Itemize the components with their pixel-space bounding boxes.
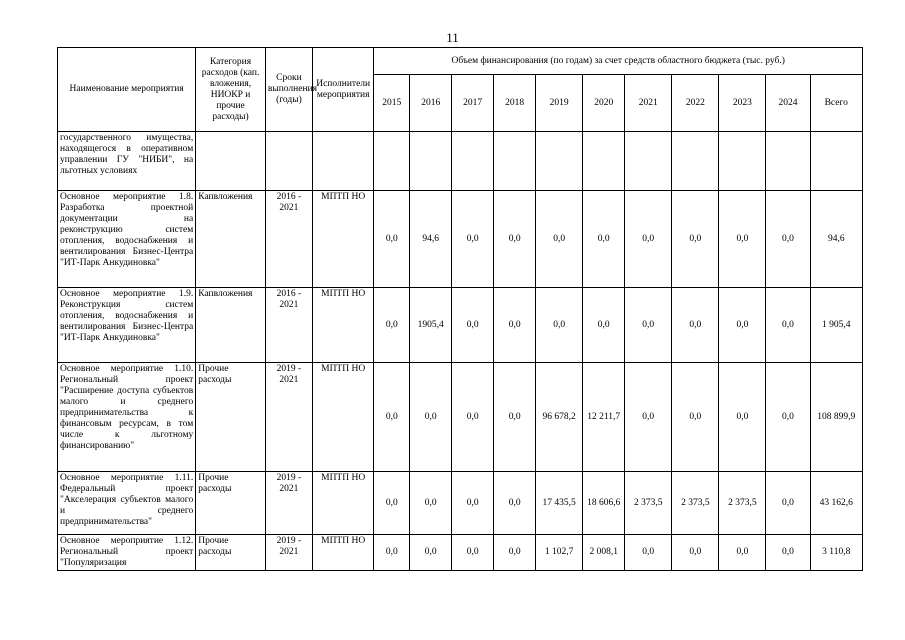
- value-cell-2023: 2 373,5: [719, 472, 766, 535]
- value-cell-2015: 0,0: [374, 191, 410, 288]
- value-cell-2020: 0,0: [583, 191, 625, 288]
- value-cell-2015: 0,0: [374, 288, 410, 363]
- page-number: 11: [446, 30, 459, 45]
- table-row: [58, 472, 863, 535]
- value-cell-2021: 2 373,5: [625, 472, 672, 535]
- table-row: [58, 191, 863, 288]
- category-cell: Капвложения: [196, 288, 266, 363]
- category-cell: Прочие расходы: [196, 535, 266, 571]
- total-cell: 43 162,6: [810, 472, 863, 535]
- value-cell-2017: 0,0: [452, 191, 494, 288]
- value-cell-2024: 0,0: [766, 363, 810, 472]
- year-header-2016: 2016: [410, 75, 452, 132]
- value-cell-2018: 0,0: [494, 288, 536, 363]
- terms-cell: [265, 132, 312, 191]
- value-cell-2022: 2 373,5: [672, 472, 719, 535]
- value-cell-2023: 0,0: [719, 288, 766, 363]
- total-cell: 94,6: [810, 191, 863, 288]
- value-cell-2016: [410, 132, 452, 191]
- value-cell-2023: [719, 132, 766, 191]
- col-header-funding: Объем финансирования (по годам) за счет средств областного бюджета (тыс. руб.): [374, 48, 863, 75]
- year-header-2021: 2021: [625, 75, 672, 132]
- table-body: [58, 132, 863, 571]
- category-cell: [196, 132, 266, 191]
- value-cell-2022: 0,0: [672, 535, 719, 571]
- col-header-category: Категория расходов (кап. вложения, НИОКР и прочие расходы): [196, 48, 266, 132]
- year-header-2017: 2017: [452, 75, 494, 132]
- total-cell: 1 905,4: [810, 288, 863, 363]
- executor-cell: МПТП НО: [312, 363, 373, 472]
- value-cell-2017: 0,0: [452, 288, 494, 363]
- category-cell: Капвложения: [196, 191, 266, 288]
- executor-cell: МПТП НО: [312, 191, 373, 288]
- col-header-executors: Исполнители мероприятия: [312, 48, 373, 132]
- value-cell-2022: [672, 132, 719, 191]
- executor-cell: [312, 132, 373, 191]
- value-cell-2020: 0,0: [583, 288, 625, 363]
- value-cell-2015: 0,0: [374, 535, 410, 571]
- total-cell: 3 110,8: [810, 535, 863, 571]
- value-cell-2019: 17 435,5: [536, 472, 583, 535]
- value-cell-2017: 0,0: [452, 363, 494, 472]
- col-header-terms: Сроки выполнения (годы): [265, 48, 312, 132]
- value-cell-2024: 0,0: [766, 288, 810, 363]
- year-header-2022: 2022: [672, 75, 719, 132]
- value-cell-2022: 0,0: [672, 288, 719, 363]
- value-cell-2016: 1905,4: [410, 288, 452, 363]
- value-cell-2018: 0,0: [494, 535, 536, 571]
- col-header-name: Наименование мероприятия: [58, 48, 196, 132]
- value-cell-2021: 0,0: [625, 535, 672, 571]
- value-cell-2024: 0,0: [766, 535, 810, 571]
- terms-cell: 2019 - 2021: [265, 472, 312, 535]
- value-cell-2022: 0,0: [672, 191, 719, 288]
- value-cell-2017: 0,0: [452, 472, 494, 535]
- value-cell-2018: 0,0: [494, 472, 536, 535]
- value-cell-2021: 0,0: [625, 363, 672, 472]
- year-header-total: Всего: [810, 75, 863, 132]
- value-cell-2016: 0,0: [410, 363, 452, 472]
- value-cell-2024: [766, 132, 810, 191]
- year-header-2020: 2020: [583, 75, 625, 132]
- year-header-2019: 2019: [536, 75, 583, 132]
- year-header-2018: 2018: [494, 75, 536, 132]
- value-cell-2017: 0,0: [452, 535, 494, 571]
- value-cell-2024: 0,0: [766, 191, 810, 288]
- value-cell-2023: 0,0: [719, 191, 766, 288]
- event-name-cell: Основное мероприятие 1.11. Федеральный проект "Акселерация субъектов малого и среднего предпринимательства": [58, 472, 196, 535]
- table-row: [58, 363, 863, 472]
- category-cell: Прочие расходы: [196, 363, 266, 472]
- terms-cell: 2019 - 2021: [265, 535, 312, 571]
- value-cell-2022: 0,0: [672, 363, 719, 472]
- value-cell-2020: 2 008,1: [583, 535, 625, 571]
- table-row: [58, 132, 863, 191]
- value-cell-2020: 18 606,6: [583, 472, 625, 535]
- table-row: [58, 288, 863, 363]
- event-name-cell: государственного имущества, находящегося в оперативном управлении ГУ "НИБИ", на льготных условиях: [58, 132, 196, 191]
- year-header-2023: 2023: [719, 75, 766, 132]
- value-cell-2015: [374, 132, 410, 191]
- value-cell-2015: 0,0: [374, 363, 410, 472]
- category-cell: Прочие расходы: [196, 472, 266, 535]
- value-cell-2017: [452, 132, 494, 191]
- terms-cell: 2019 - 2021: [265, 363, 312, 472]
- event-name-cell: Основное мероприятие 1.8. Разработка проектной документации на реконструкцию систем отопления, водоснабжения и вентилирования Бизнес-Центра "ИТ-Парк Анкудиновка": [58, 191, 196, 288]
- value-cell-2021: 0,0: [625, 288, 672, 363]
- table-row: [58, 535, 863, 571]
- value-cell-2023: 0,0: [719, 363, 766, 472]
- executor-cell: МПТП НО: [312, 288, 373, 363]
- value-cell-2018: 0,0: [494, 191, 536, 288]
- executor-cell: МПТП НО: [312, 472, 373, 535]
- funding-table: [57, 47, 863, 571]
- year-header-2015: 2015: [374, 75, 410, 132]
- value-cell-2018: [494, 132, 536, 191]
- value-cell-2020: 12 211,7: [583, 363, 625, 472]
- value-cell-2023: 0,0: [719, 535, 766, 571]
- value-cell-2019: 0,0: [536, 191, 583, 288]
- value-cell-2020: [583, 132, 625, 191]
- value-cell-2016: 0,0: [410, 535, 452, 571]
- value-cell-2016: 94,6: [410, 191, 452, 288]
- value-cell-2019: [536, 132, 583, 191]
- event-name-cell: Основное мероприятие 1.12. Региональный проект "Популяризация: [58, 535, 196, 571]
- value-cell-2019: 1 102,7: [536, 535, 583, 571]
- total-cell: 108 899,9: [810, 363, 863, 472]
- year-header-2024: 2024: [766, 75, 810, 132]
- value-cell-2015: 0,0: [374, 472, 410, 535]
- terms-cell: 2016 - 2021: [265, 288, 312, 363]
- value-cell-2024: 0,0: [766, 472, 810, 535]
- total-cell: [810, 132, 863, 191]
- value-cell-2021: 0,0: [625, 191, 672, 288]
- executor-cell: МПТП НО: [312, 535, 373, 571]
- value-cell-2021: [625, 132, 672, 191]
- value-cell-2016: 0,0: [410, 472, 452, 535]
- value-cell-2019: 96 678,2: [536, 363, 583, 472]
- event-name-cell: Основное мероприятие 1.9. Реконструкция систем отопления, водоснабжения и вентилирования Бизнес-Центра "ИТ-Парк Анкудиновка": [58, 288, 196, 363]
- value-cell-2019: 0,0: [536, 288, 583, 363]
- value-cell-2018: 0,0: [494, 363, 536, 472]
- event-name-cell: Основное мероприятие 1.10. Региональный проект "Расширение доступа субъектов малого и среднего предпринимательства к финансовым ресурсам, в том числе к льготному финансированию": [58, 363, 196, 472]
- terms-cell: 2016 - 2021: [265, 191, 312, 288]
